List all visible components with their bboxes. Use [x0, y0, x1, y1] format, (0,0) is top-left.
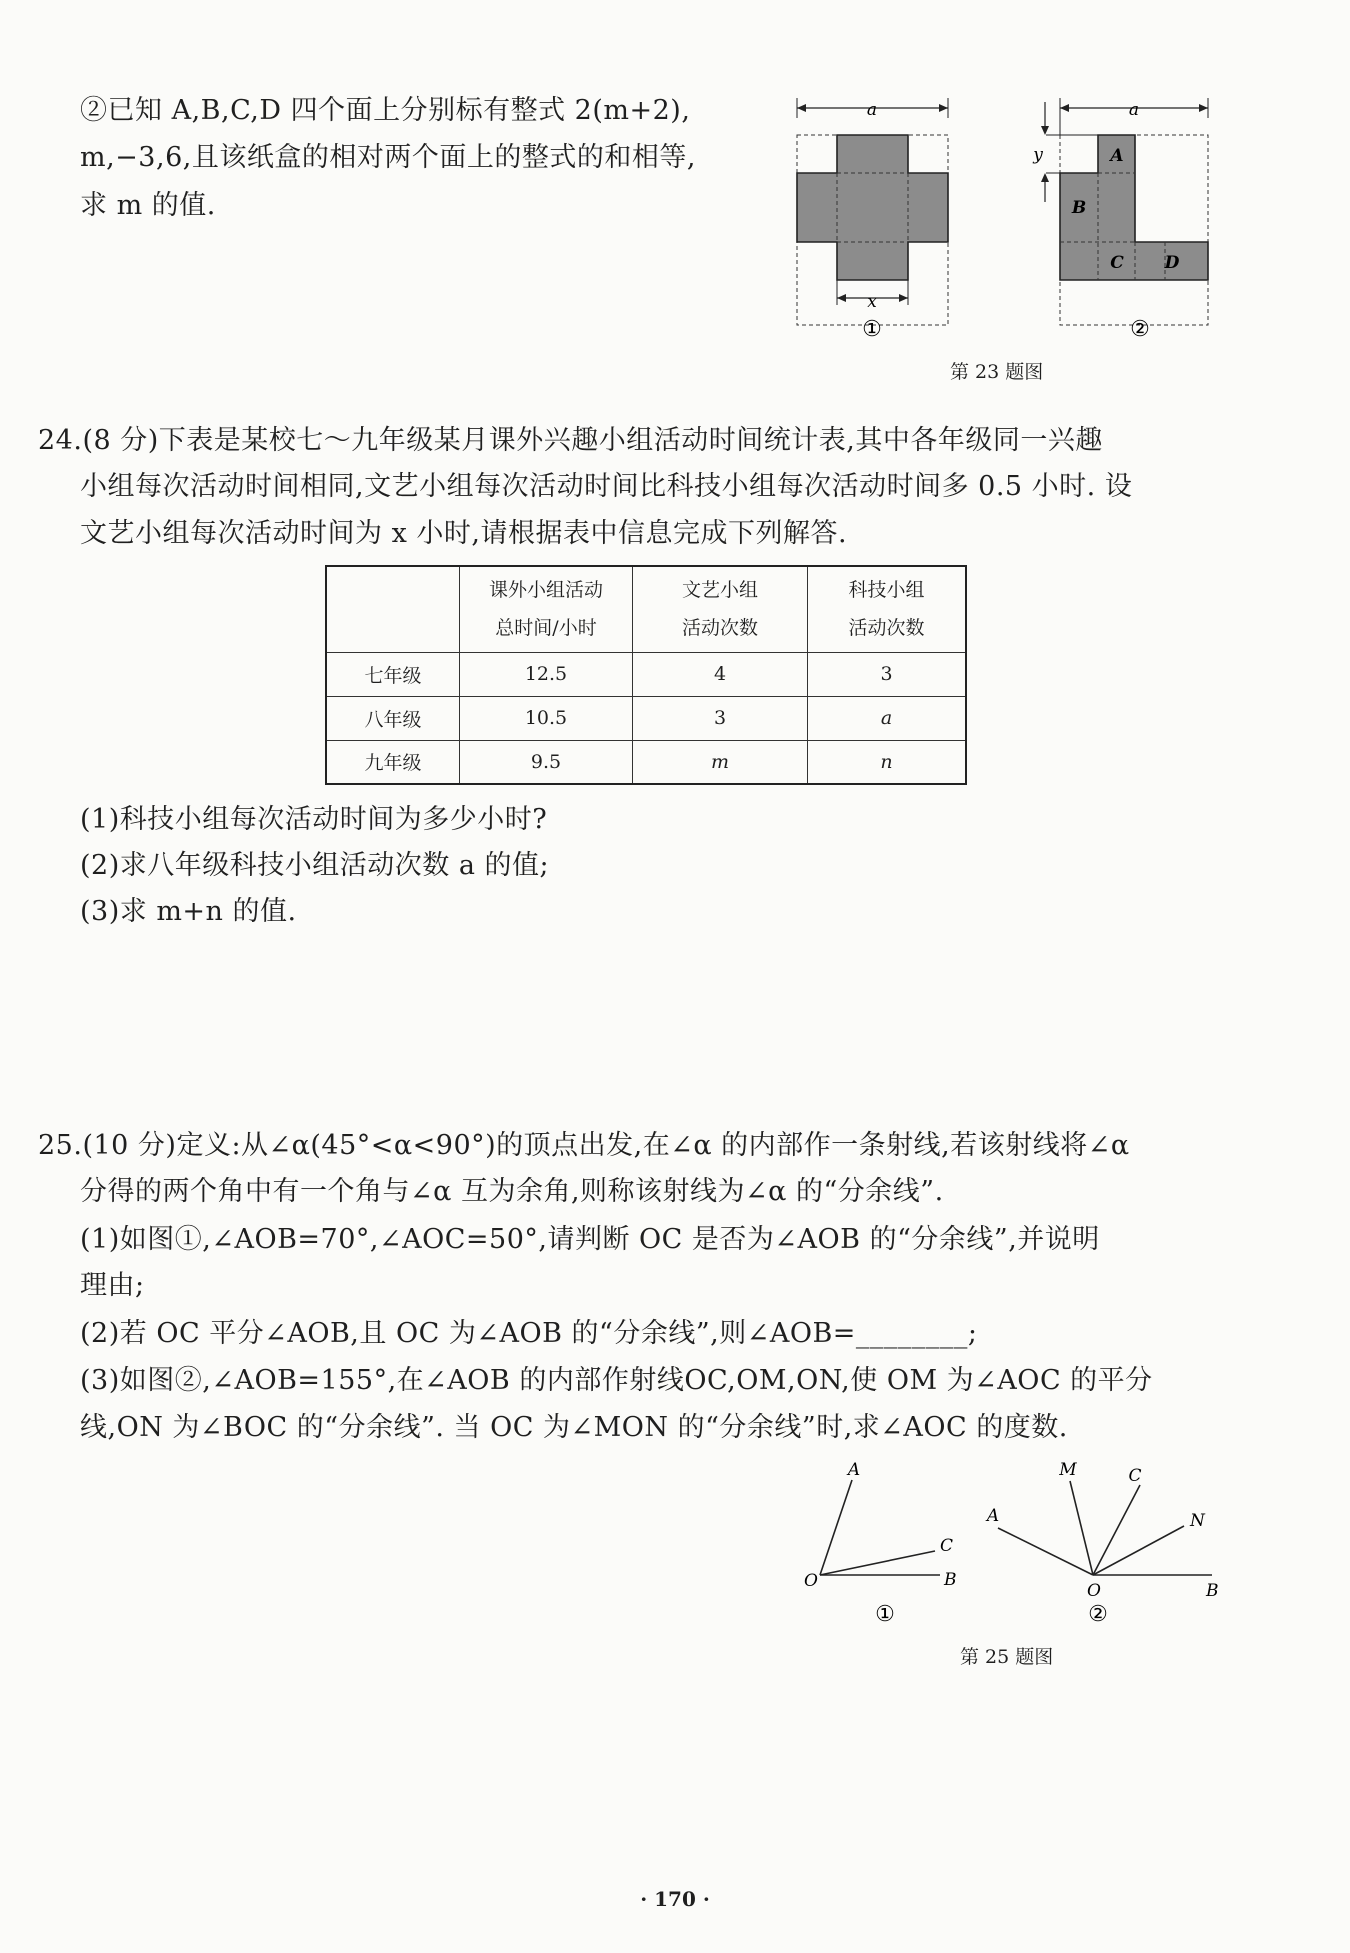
q25-fig2-label-c: C [1128, 1466, 1142, 1486]
q23-caption: 第 23 题图 [950, 361, 1044, 383]
q25-line-2: 分得的两个角中有一个角与∠α 互为余角,则称该射线为∠α 的“分余线”. [80, 1176, 944, 1207]
q24-stats-table [325, 565, 967, 785]
table-cell: 10.5 [460, 696, 633, 740]
q25-fig1-number: ① [875, 1602, 895, 1627]
q23-fig2-label-y: y [1033, 145, 1043, 165]
table-cell: 七年级 [326, 652, 460, 696]
q25-line-5: (2)若 OC 平分∠AOB,且 OC 为∠AOB 的“分余线”,则∠AOB=________; [80, 1318, 978, 1349]
q23-fig1-number: ① [862, 317, 882, 342]
q24-line-2: 小组每次活动时间相同,文艺小组每次活动时间比科技小组每次活动时间多 0.5 小时. 设 [80, 471, 1133, 502]
q25-fig2-label-b: B [1206, 1581, 1219, 1601]
table-cell: a [808, 696, 967, 740]
table-header-line: 文艺小组 [681, 579, 758, 602]
q23-line-1: ②已知 A,B,C,D 四个面上分别标有整式 2(m+2), [80, 95, 691, 126]
table-header-empty [326, 566, 460, 652]
q25-figure [790, 1455, 1230, 1645]
q23-fig1-label-x: x [867, 292, 877, 312]
q25-fig2-number: ② [1088, 1602, 1108, 1627]
q25-fig1-label-c: C [940, 1536, 954, 1556]
table-header-line: 活动次数 [848, 617, 925, 640]
q25-caption: 第 25 题图 [960, 1646, 1054, 1668]
table-header-arts-count [633, 566, 808, 652]
table-row [326, 740, 966, 784]
q23-face-d: D [1164, 253, 1180, 273]
table-header-tech-count [808, 566, 967, 652]
q23-figure [780, 90, 1220, 350]
table-header-line: 总时间/小时 [495, 617, 597, 640]
table-row [326, 696, 966, 740]
q24-question-3: (3)求 m+n 的值. [80, 896, 297, 927]
table-cell: n [808, 740, 967, 784]
q25-fig1-label-o: O [804, 1571, 818, 1591]
q25-fig2-label-o: O [1087, 1581, 1101, 1601]
table-cell: 八年级 [326, 696, 460, 740]
q23-fig2-number: ② [1130, 317, 1150, 342]
page-number: · 170 · [640, 1887, 710, 1911]
table-header-line: 活动次数 [681, 617, 758, 640]
q25-fig1-label-b: B [944, 1570, 957, 1590]
q24-line-3: 文艺小组每次活动时间为 x 小时,请根据表中信息完成下列解答. [80, 518, 848, 549]
table-cell: 九年级 [326, 740, 460, 784]
table-header-line: 课外小组活动 [488, 579, 603, 602]
q23-face-b: B [1071, 198, 1087, 218]
q25-line-1: 25.(10 分)定义:从∠α(45°<α<90°)的顶点出发,在∠α 的内部作一条射线,若该射线将∠α [38, 1130, 1130, 1161]
q23-fig1-net [797, 98, 948, 325]
q24-line-1: 24.(8 分)下表是某校七～九年级某月课外兴趣小组活动时间统计表,其中各年级同一兴趣 [38, 425, 1103, 456]
q23-fig1-label-a: a [866, 100, 878, 120]
q25-line-4: 理由; [80, 1270, 145, 1301]
table-header-row [326, 566, 966, 652]
table-cell: m [633, 740, 808, 784]
q25-line-7: 线,ON 为∠BOC 的“分余线”. 当 OC 为∠MON 的“分余线”时,求∠AOC 的度数. [80, 1412, 1068, 1443]
table-cell: 3 [808, 652, 967, 696]
q23-line-3: 求 m 的值. [80, 190, 216, 221]
table-cell: 3 [633, 696, 808, 740]
q25-fig2-label-n: N [1190, 1511, 1205, 1531]
table-header-line: 科技小组 [848, 579, 925, 602]
table-cell: 12.5 [460, 652, 633, 696]
q25-line-3: (1)如图①,∠AOB=70°,∠AOC=50°,请判断 OC 是否为∠AOB 的“分余线”,并说明 [80, 1224, 1100, 1255]
q23-fig2-net [1041, 98, 1208, 325]
q25-fig2-label-a: A [986, 1506, 1000, 1526]
q23-face-a: A [1110, 146, 1124, 166]
table-cell: 9.5 [460, 740, 633, 784]
q24-question-2: (2)求八年级科技小组活动次数 a 的值; [80, 850, 550, 881]
q24-question-1: (1)科技小组每次活动时间为多少小时? [80, 804, 548, 835]
q23-fig2-label-a: a [1128, 100, 1140, 120]
q23-line-2: m,−3,6,且该纸盒的相对两个面上的整式的和相等, [80, 142, 696, 173]
q23-face-c: C [1110, 253, 1124, 273]
q25-fig2-angles [998, 1481, 1212, 1575]
q25-fig1-angles [820, 1480, 940, 1575]
table-header-total-time [460, 566, 633, 652]
q25-fig2-label-m: M [1059, 1460, 1077, 1480]
table-cell: 4 [633, 652, 808, 696]
table-row [326, 652, 966, 696]
q25-fig1-label-a: A [847, 1460, 861, 1480]
q25-line-6: (3)如图②,∠AOB=155°,在∠AOB 的内部作射线OC,OM,ON,使 OM 为∠AOC 的平分 [80, 1365, 1153, 1396]
